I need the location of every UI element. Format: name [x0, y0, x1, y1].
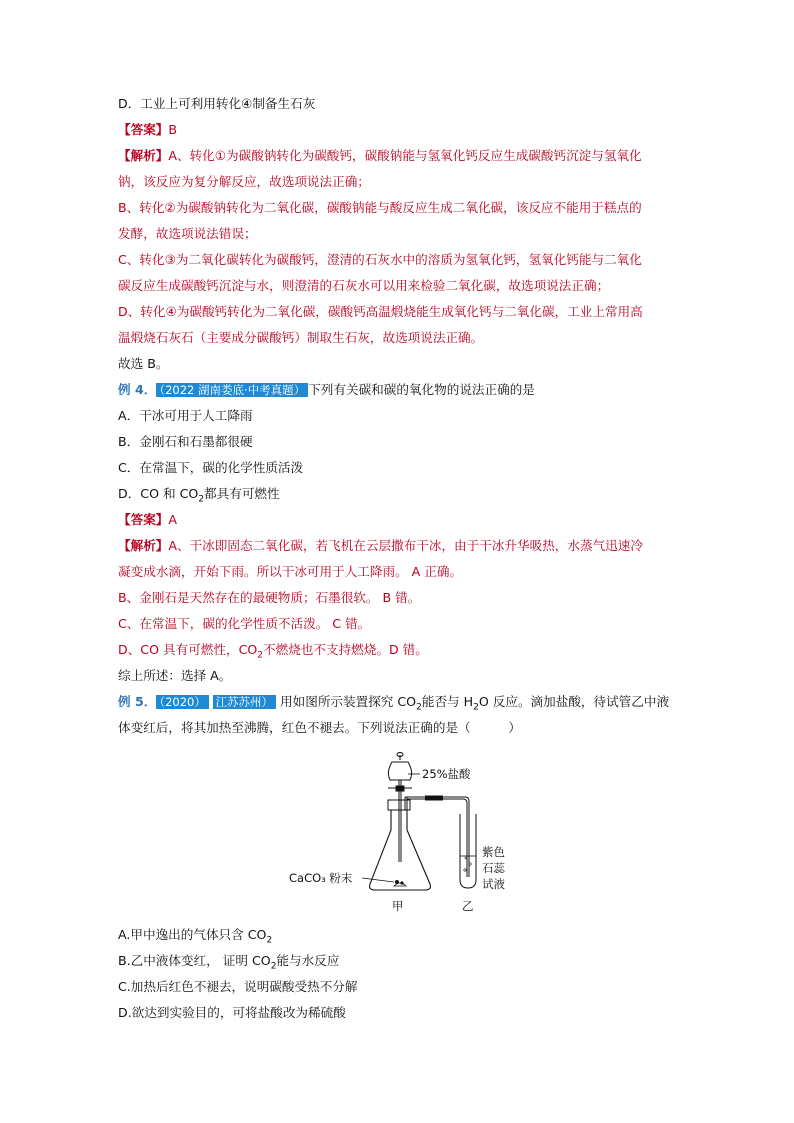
analysis-text: 钠，该反应为复分解反应，故选项说法正确；: [118, 174, 370, 189]
subscript: 2: [473, 702, 479, 713]
tag-bracket: （: [159, 695, 166, 709]
analysis-text: 发酵，故选项说法错误；: [118, 226, 257, 241]
q4-option-c: C．在常温下，碳的化学性质活泼: [118, 460, 304, 475]
answer-label: 【答案】: [118, 512, 169, 527]
analysis-text: A、转化①为碳酸钠转化为碳酸钙，碳酸钠能与氢氧化钙反应生成碳酸钙沉淀与氢氧化: [168, 148, 642, 163]
q4-question: [118, 381, 535, 399]
q4-option-a: A．干冰可用于人工降雨: [118, 408, 253, 423]
question-text: 用如图所示装置探究 CO: [280, 694, 417, 709]
answer-label: 【答案】: [118, 122, 169, 137]
apparatus-diagram: [280, 752, 520, 917]
delivery-tube: [405, 797, 469, 877]
source-tag-place: 江苏苏州）: [213, 695, 277, 709]
q4-conclusion: 综上所述：选择 A。: [118, 668, 232, 683]
q3-analysis-line: [118, 147, 642, 165]
subscript: 2: [270, 961, 277, 972]
source-tag: （2022 湖南娄底·中考真题）: [156, 383, 308, 397]
flask-label: 甲: [392, 899, 404, 913]
subscript: 2: [257, 650, 264, 661]
q5-option-d: D.欲达到实验目的，可将盐酸改为稀硫酸: [118, 1005, 346, 1020]
tag-type: 中考真题: [247, 383, 294, 397]
q3-conclusion: 故选 B。: [118, 356, 169, 371]
q3-answer-line: [118, 121, 177, 139]
indicator-label: 试液: [482, 877, 505, 891]
subscript: 2: [416, 702, 422, 713]
q5-option-c: C.加热后红色不褪去，说明碳酸受热不分解: [118, 979, 358, 994]
test-tube: [460, 814, 476, 888]
analysis-label: 【解析】: [118, 538, 169, 553]
option-text: 能与水反应: [276, 953, 340, 968]
analysis-text: 不燃烧也不支持燃烧。D 错。: [263, 642, 428, 657]
separatory-funnel: [388, 753, 412, 863]
q5-question: [118, 693, 669, 717]
analysis-text: B、金刚石是天然存在的最硬物质；石墨很软。 B 错。: [118, 590, 421, 605]
acid-label: 25%盐酸: [422, 767, 471, 781]
analysis-text: [118, 641, 428, 665]
q5-question-line2: 体变红后，将其加热至沸腾，红色不褪去。下列说法正确的是（ ）: [118, 720, 521, 735]
tag-bracket: ）: [293, 383, 306, 397]
analysis-text: A、干冰即固态二氧化碳，若飞机在云层撒布干冰，由于干冰升华吸热，水蒸气迅速冷: [168, 538, 643, 553]
q4-answer-line: [118, 511, 177, 529]
analysis-text: C、在常温下，碳的化学性质不活泼。 C 错。: [118, 616, 371, 631]
option-text: D．CO 和 CO: [118, 486, 199, 501]
q3-option-d: D．工业上可利用转化④制备生石灰: [118, 96, 316, 111]
question-text: O 反应。滴加盐酸，待试管乙中液: [478, 694, 670, 709]
option-text: A.甲中逸出的气体只含 CO: [118, 927, 267, 942]
example-label: 例 4．: [118, 382, 157, 397]
analysis-text: 碳反应生成碳酸钙沉淀与水，则澄清的石灰水可以用来检验二氧化碳，故选项说法正确；: [118, 278, 610, 293]
answer-value: A: [168, 512, 177, 527]
analysis-text: D、CO 具有可燃性，CO: [118, 642, 258, 657]
analysis-text: 凝变成水滴，开始下雨。所以干冰可用于人工降雨。 A 正确。: [118, 564, 463, 579]
tag-year: 2022: [165, 383, 195, 397]
powder-label: CaCO₃ 粉末: [289, 871, 353, 885]
tag-year: 2020: [165, 695, 195, 709]
indicator-label: 紫色: [482, 845, 505, 859]
analysis-label: 【解析】: [118, 148, 169, 163]
option-text: 都具有可燃性: [204, 486, 280, 501]
tag-place: 江苏苏州: [215, 695, 262, 709]
indicator-label: 石蕊: [482, 861, 505, 875]
tube-label: 乙: [462, 899, 474, 913]
option-text: B.乙中液体变红， 证明 CO: [118, 953, 271, 968]
tag-bracket: ）: [194, 695, 206, 709]
powder-leader-line: [362, 878, 394, 882]
analysis-text: D、转化④为碳酸钙转化为二氧化碳，碳酸钙高温煅烧能生成氧化钙与二氧化碳，工业上常用高: [118, 304, 643, 319]
rubber-connector: [425, 796, 443, 801]
analysis-text: C、转化③为二氧化碳转化为碳酸钙，澄清的石灰水中的溶质为氢氧化钙，氢氧化钙能与二氧化: [118, 252, 642, 267]
q4-option-d: [118, 485, 280, 509]
source-tag: [156, 695, 209, 709]
subscript: 2: [266, 935, 273, 946]
analysis-text: B、转化②为碳酸钠转化为二氧化碳，碳酸钠能与酸反应生成二氧化碳，该反应不能用于糕点的: [118, 200, 642, 215]
subscript: 2: [198, 494, 205, 505]
q5-option-a: [118, 926, 272, 950]
example-label: 例 5．: [118, 694, 157, 709]
tag-place: 湖南娄底: [198, 383, 245, 397]
q4-analysis-line: [118, 537, 643, 555]
tag-bracket: （: [159, 383, 166, 397]
answer-value: B: [168, 122, 178, 137]
question-text: 下列有关碳和碳的氧化物的说法正确的是: [308, 382, 535, 397]
flask: [370, 810, 431, 890]
analysis-text: 温煅烧石灰石（主要成分碳酸钙）制取生石灰，故选项说法正确。: [118, 330, 484, 345]
question-text: 能否与 H: [421, 694, 474, 709]
q4-option-b: B．金刚石和石墨都很硬: [118, 434, 253, 449]
q5-option-b: [118, 952, 339, 976]
powder: [394, 880, 406, 886]
